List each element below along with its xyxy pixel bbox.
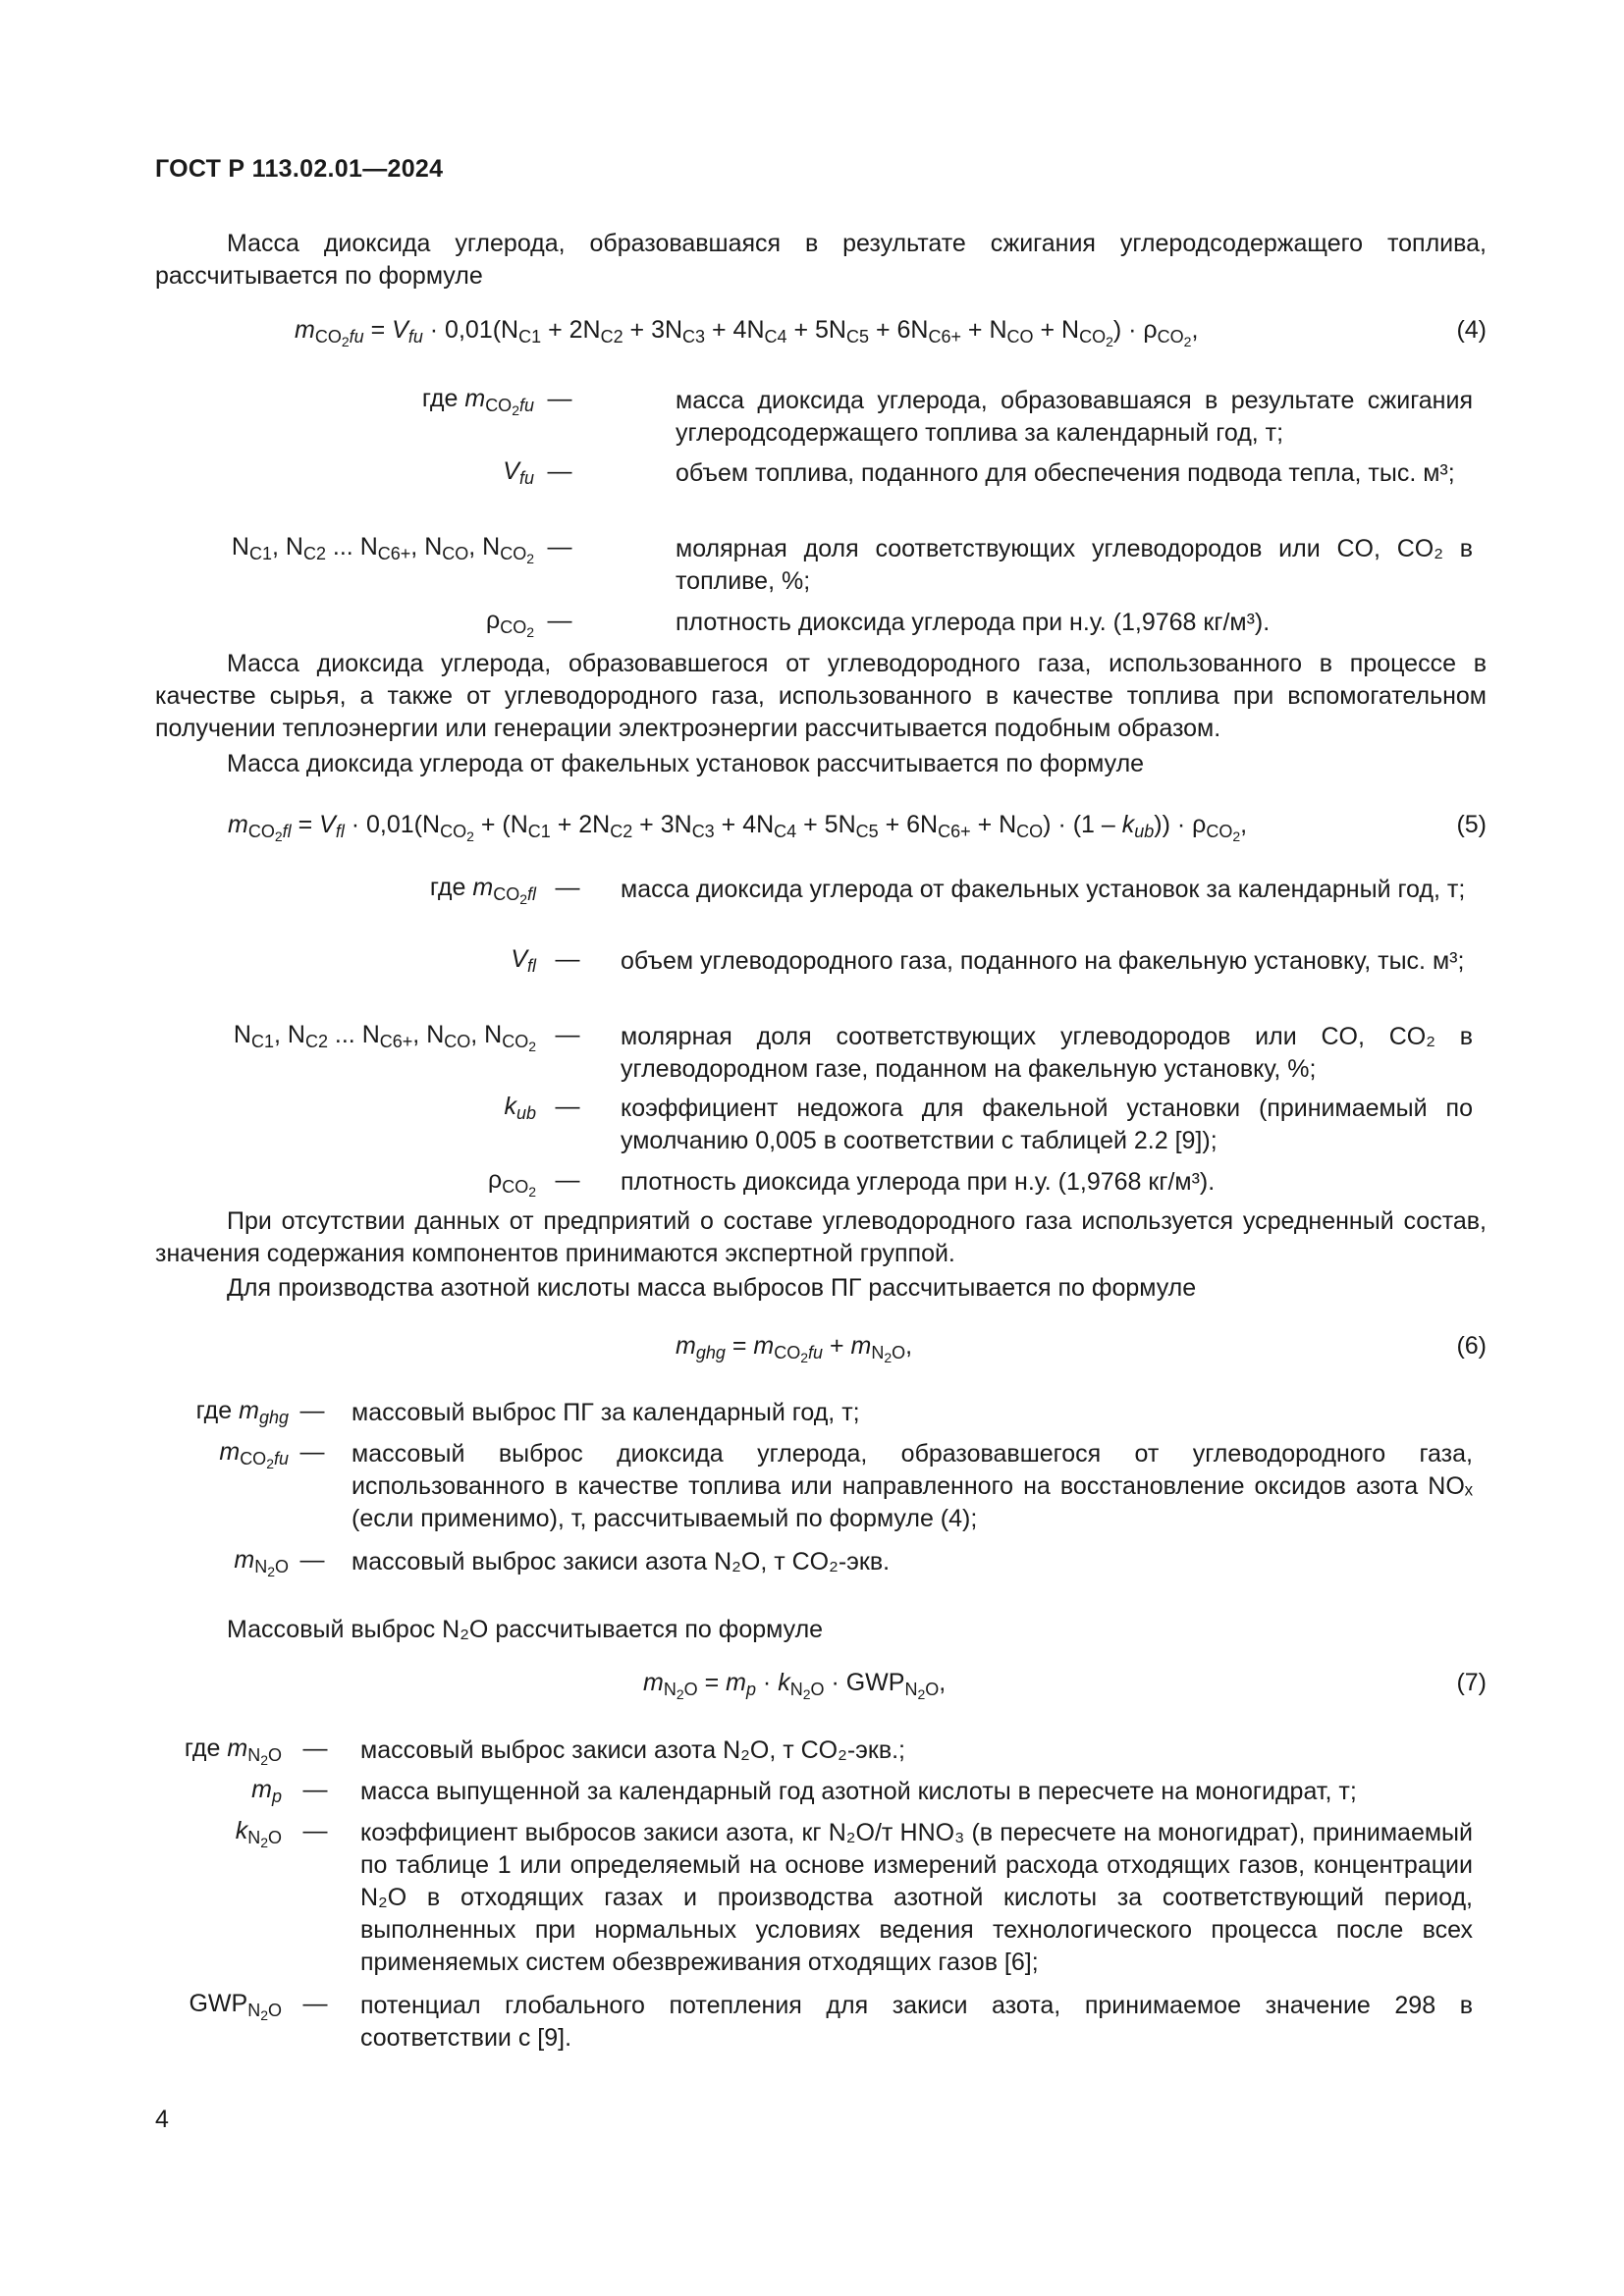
definition-symbol: $m_{CO_2fu}$ [219,1438,289,1471]
definition-text: плотность диоксида углерода при н.у. (1,9768 кг/м³). [676,609,1271,636]
definition-dash: — [302,1735,328,1762]
definition-text: коэффициент недожога для факельной установки (принимаемый по умолчанию 0,005 в соответствии с таблицей 2.2 [9]); [621,1095,1473,1154]
document-header: ГОСТ Р 113.02.01—2024 [155,155,444,183]
paragraph-intro-formula-4: Масса диоксида углерода, образовавшаяся в результате сжигания углеродсодержащего топлива, рассчитывается по формуле [155,230,1487,290]
definition-symbol: $N_{C1}$, $N_{C2}$ ... $N_{C6+}$, $N_{CO}$, $N_{CO_2}$ [231,533,534,566]
definition-text: масса диоксида углерода, образовавшаяся в результате сжигания углеродсодержащего топлива за календарный год, т; [676,387,1473,447]
definition-dash: — [547,533,572,561]
definition-dash: — [555,945,580,973]
definition-text: плотность диоксида углерода при н.у. (1,9768 кг/м³). [621,1168,1216,1196]
definition-symbol: $\rho_{CO_2}$ [487,1166,536,1200]
definition-symbol: $V_{fu}$ [503,457,534,488]
definition-dash: — [302,1817,328,1844]
definition-dash: — [547,607,572,634]
definition-text: массовый выброс закиси азота N₂O, т CO₂-экв. [352,1548,891,1575]
definition-symbol: где $m_{CO_2fl}$ [429,874,536,907]
definition-dash: — [547,385,572,412]
definition-symbol: $m_{N_2O}$ [234,1546,289,1579]
definition-dash: — [555,1021,580,1048]
definition-text: массовый выброс ПГ за календарный год, т; [352,1399,860,1426]
formula-number-4: (4) [1456,316,1487,344]
definition-symbol: $\rho_{CO_2}$ [485,607,534,640]
definition-text: коэффициент выбросов закиси азота, кг N₂O/т HNO₃ (в пересчете на моногидрат), принимаемый по таблице 1 или определяемый на основе измерений расхода отходящих газов, концентрации N₂O в отходящих газах и производства азотной кислоты за соответствующий период, выполненных при нормальных условиях ведения технологического процесса после всех применяемых систем обезвреживания отходящих газов [6]; [360,1819,1473,1976]
formula-6: $m_{ghg} = m_{CO_2fu} + m_{N_2O}$, [676,1332,913,1365]
definition-dash: — [555,1166,580,1194]
definition-symbol: где $m_{CO_2fu}$ [421,385,534,418]
definition-dash: — [302,1776,328,1803]
definition-dash: — [299,1397,325,1424]
formula-number-5: (5) [1456,811,1487,838]
definition-text: масса выпущенной за календарный год азотной кислоты в пересчете на моногидрат, т; [360,1778,1357,1805]
formula-number-6: (6) [1456,1332,1487,1360]
definition-dash: — [555,1093,580,1120]
definition-symbol: $k_{ub}$ [504,1093,536,1123]
paragraph-intro-formula-6: Для производства азотной кислоты масса выбросов ПГ рассчитывается по формуле [227,1274,1197,1302]
paragraph-hydrocarbon-gas: Масса диоксида углерода, образовавшегося от углеводородного газа, использованного в процессе в качестве сырья, а также от углеводородного газа, использованного в качестве топлива при вспомогательном получении теплоэнергии или генерации электроэнергии рассчитывается подобным образом. [155,650,1487,742]
definition-symbol: $N_{C1}$, $N_{C2}$ ... $N_{C6+}$, $N_{CO}$, $N_{CO_2}$ [233,1021,536,1054]
definition-text: объем топлива, поданного для обеспечения подвода тепла, тыс. м³; [676,459,1455,487]
definition-symbol: где $m_{ghg}$ [195,1397,289,1427]
definition-dash: — [302,1990,328,2017]
formula-number-7: (7) [1456,1669,1487,1696]
paragraph-intro-formula-7: Массовый выброс N₂O рассчитывается по формуле [227,1616,824,1643]
paragraph-intro-formula-5: Масса диоксида углерода от факельных установок рассчитывается по формуле [227,750,1145,777]
formula-7: $m_{N_2O} = m_p \cdot k_{N_2O} \cdot GWP_{N_2O}$, [643,1669,947,1702]
formula-5: $m_{CO_2fl} = V_{fl} \cdot 0,01(N_{CO_2} + (N_{C1} + 2N_{C2} + 3N_{C3} + 4N_{C4} + 5N_{C5} + 6N_{C6+} + N_{CO}) \cdot (1 - k_{ub})) \cdot \rho_{CO_2}$, [228,811,1248,844]
definition-symbol: $k_{N_2O}$ [235,1817,282,1850]
definition-dash: — [299,1546,325,1574]
definition-text: молярная доля соответствующих углеводородов или CO, CO₂ в топливе, %; [676,535,1473,595]
definition-dash: — [555,874,580,901]
definition-text: масса диоксида углерода от факельных установок за календарный год, т; [621,876,1466,903]
definition-dash: — [299,1438,325,1466]
definition-dash: — [547,457,572,485]
definition-text: массовый выброс диоксида углерода, образовавшегося от углеводородного газа, использованного в качестве топлива или направленного на восстановление оксидов азота NOₓ (если применимо), т, рассчитываемый по формуле (4); [352,1440,1473,1532]
formula-4: $m_{CO_2fu} = V_{fu} \cdot 0,01(N_{C1} + 2N_{C2} + 3N_{C3} + 4N_{C4} + 5N_{C5} + 6N_{C6+} + N_{CO} + N_{CO_2}) \cdot \rho_{CO_2}$, [295,316,1199,349]
definition-text: массовый выброс закиси азота N₂O, т CO₂-экв.; [360,1736,906,1764]
definition-symbol: где $m_{N_2O}$ [184,1735,282,1768]
definition-text: потенциал глобального потепления для закиси азота, принимаемое значение 298 в соответствии с [9]. [360,1992,1473,2052]
definition-symbol: $V_{fl}$ [511,945,536,976]
definition-symbol: $GWP_{N_2O}$ [189,1990,282,2023]
paragraph-averaged-composition: При отсутствии данных от предприятий о составе углеводородного газа используется усредненный состав, значения содержания компонентов принимаются экспертной группой. [155,1207,1487,1267]
definition-text: молярная доля соответствующих углеводородов или CO, CO₂ в углеводородном газе, поданном на факельную установку, %; [621,1023,1473,1083]
page-number: 4 [155,2106,169,2133]
definition-text: объем углеводородного газа, поданного на факельную установку, тыс. м³; [621,947,1465,975]
definition-symbol: $m_p$ [251,1776,282,1806]
